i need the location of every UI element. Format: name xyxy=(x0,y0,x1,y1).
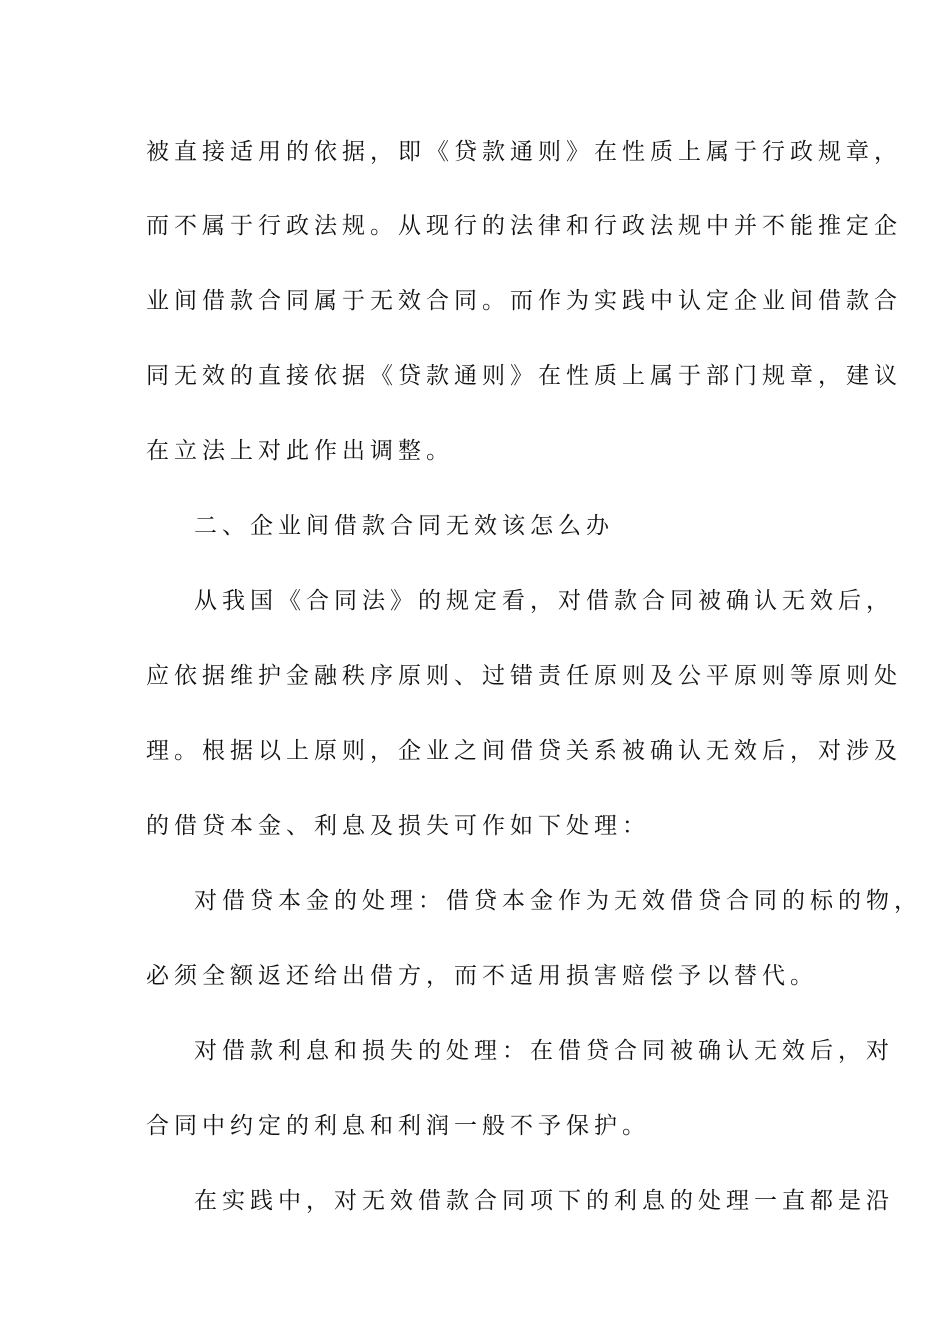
text-line: 的借贷本金、利息及损失可作如下处理： xyxy=(146,813,650,839)
text-line: 理。根据以上原则，企业之间借贷关系被确认无效后，对涉及 xyxy=(146,738,902,764)
text-line: 同无效的直接依据《贷款通则》在性质上属于部门规章，建议 xyxy=(146,363,902,389)
text-line: 应依据维护金融秩序原则、过错责任原则及公平原则等原则处 xyxy=(146,663,902,689)
section-heading: 二、企业间借款合同无效该怎么办 xyxy=(194,513,614,539)
text-line: 而不属于行政法规。从现行的法律和行政法规中并不能推定企 xyxy=(146,213,902,239)
text-line: 合同中约定的利息和利润一般不予保护。 xyxy=(146,1113,650,1139)
text-line: 对借贷本金的处理：借贷本金作为无效借贷合同的标的物， xyxy=(194,888,922,914)
text-line: 必须全额返还给出借方，而不适用损害赔偿予以替代。 xyxy=(146,963,818,989)
text-line: 在实践中，对无效借款合同项下的利息的处理一直都是沿 xyxy=(194,1188,894,1214)
text-line: 被直接适用的依据，即《贷款通则》在性质上属于行政规章， xyxy=(146,139,902,165)
text-line: 从我国《合同法》的规定看，对借款合同被确认无效后， xyxy=(194,588,894,614)
text-line: 对借款利息和损失的处理：在借贷合同被确认无效后，对 xyxy=(194,1038,894,1064)
text-line: 业间借款合同属于无效合同。而作为实践中认定企业间借款合 xyxy=(146,288,902,314)
text-line: 在立法上对此作出调整。 xyxy=(146,438,454,464)
